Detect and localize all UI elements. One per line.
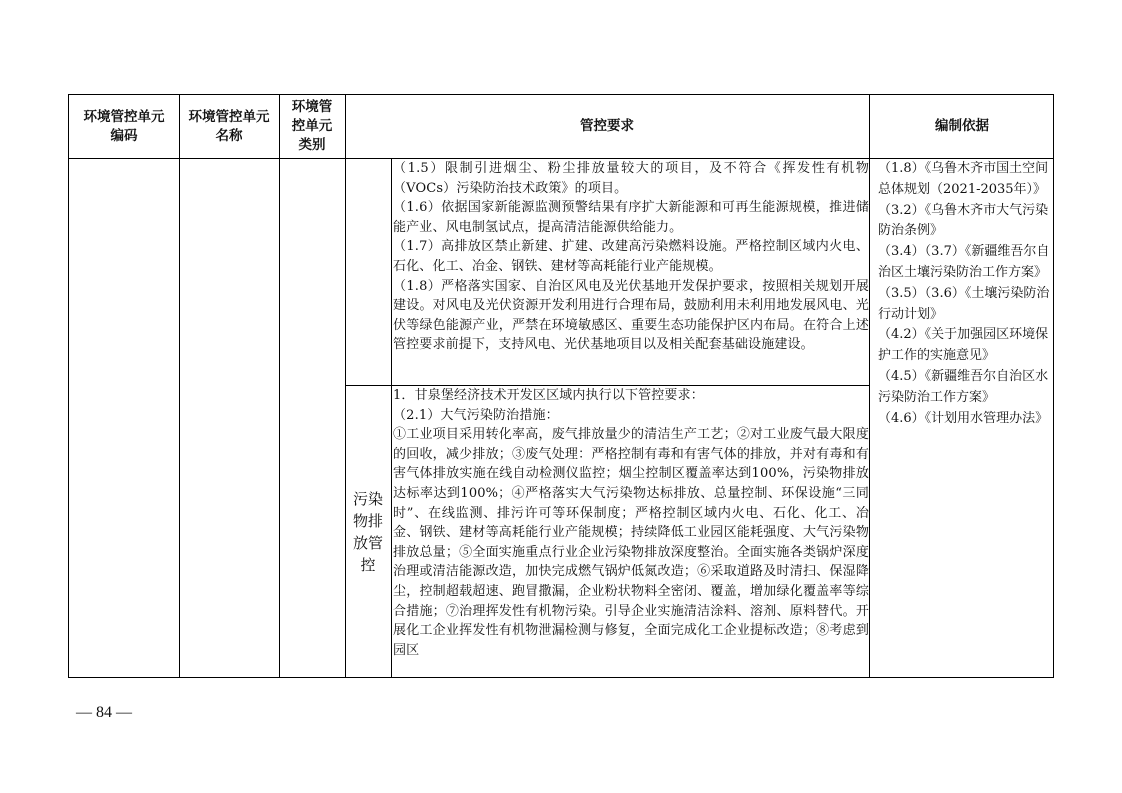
requirement-paragraph: （1.6）依据国家新能源监测预警结果有序扩大新能源和可再生能源规模，推进储能产业、风电制氢试点，提高清洁能源供给能力。 (393, 200, 869, 235)
basis-item: （4.5）《新疆维吾尔自治区水污染防治工作方案》 (878, 368, 1049, 405)
basis-cell (878, 158, 1054, 429)
header-name: 环境管控单元名称 (188, 108, 270, 144)
requirement-paragraph: （2.1）大气污染防治措施： (393, 407, 559, 423)
header-category: 环境管控单元类别 (291, 99, 333, 153)
basis-item: （3.5）（3.6）《土壤污染防治行动计划》 (878, 285, 1050, 322)
header-basis: 编制依据 (935, 118, 989, 134)
basis-item: （1.8）《乌鲁木齐市国土空间总体规划（2021-2035年）》 (878, 161, 1049, 197)
basis-item: （3.4）（3.7）《新疆维吾尔自治区土壤污染防治工作方案》 (878, 244, 1050, 280)
basis-item: （3.2）《乌鲁木齐市大气污染防治条例》 (878, 202, 1049, 239)
requirement-paragraph: （1.8）严格落实国家、自治区风电及光伏基地开发保护要求，按照相关规划开展建设。对风电及光伏资源开发利用进行合理布局，鼓励利用未利用地发展风电、光伏等绿色能源产业，严禁在环境敏感区、重要生态功能保护区内布局。在符合上述管控要求前提下，支持风电、光伏基地项目以及相关配套基础设施建设。 (393, 278, 869, 353)
category-cell: 污染物排放管控 (352, 490, 383, 574)
basis-item: （4.6）《计划用水管理办法》 (878, 410, 1049, 426)
requirement-paragraph: （1.7）高排放区禁止新建、扩建、改建高污染燃料设施。严格控制区域内火电、石化、化工、冶金、钢铁、建材等高耗能行业产能规模。 (393, 239, 869, 274)
page-number: — 84 — (76, 704, 132, 721)
header-requirements: 管控要求 (580, 118, 634, 134)
basis-item: （4.2）《关于加强园区环境保护工作的实施意见》 (878, 327, 1049, 364)
header-code: 环境管控单元编码 (83, 108, 165, 144)
column-divider (279, 95, 280, 677)
requirements-lower-cell (393, 386, 869, 677)
requirement-paragraph: 1．甘泉堡经济技术开发区区域内执行以下管控要求： (393, 388, 704, 403)
data-table (68, 94, 1054, 678)
column-divider (869, 95, 870, 677)
requirement-paragraph: ①工业项目采用转化率高，废气排放量少的清洁生产工艺；②对工业废气最大限度的回收，减少排放；③废气处理：严格控制有毒和有害气体的排放，并对有毒和有害气体排放实施在线自动检测仪监控；烟尘控制区覆盖率达到100%，污染物排放达标率达到100%；④严格落实大气污染物达标排放、总量控制、环保设施“三同时”、在线监测、排污许可等环保制度；严格控制区域内火电、石化、化工、冶金、钢铁、建材等高耗能行业产能规模；持续降低工业园区能耗强度、大气污染物排放总量；⑤全面实施重点行业企业污染物排放深度整治。全面实施各类锅炉深度治理或清洁能源改造，加快完成燃气锅炉低氮改造；⑥采取道路及时清扫、保湿降尘，控制超载超速、跑冒撒漏，企业粉状物料全密闭、覆盖，增加绿化覆盖率等综合措施；⑦治理挥发性有机物污染。引导企业实施清洁涂料、溶剂、原料替代。开展化工企业挥发性有机物泄漏检测与修复，全面完成化工企业提标改造；⑧考虑到园区 (393, 427, 869, 658)
column-divider (391, 158, 392, 677)
column-divider (179, 95, 180, 677)
requirement-paragraph: （1.5）限制引进烟尘、粉尘排放量较大的项目，及不符合《挥发性有机物（VOCs）污染防治技术政策》的项目。 (393, 161, 869, 196)
requirements-upper-cell (393, 159, 869, 355)
